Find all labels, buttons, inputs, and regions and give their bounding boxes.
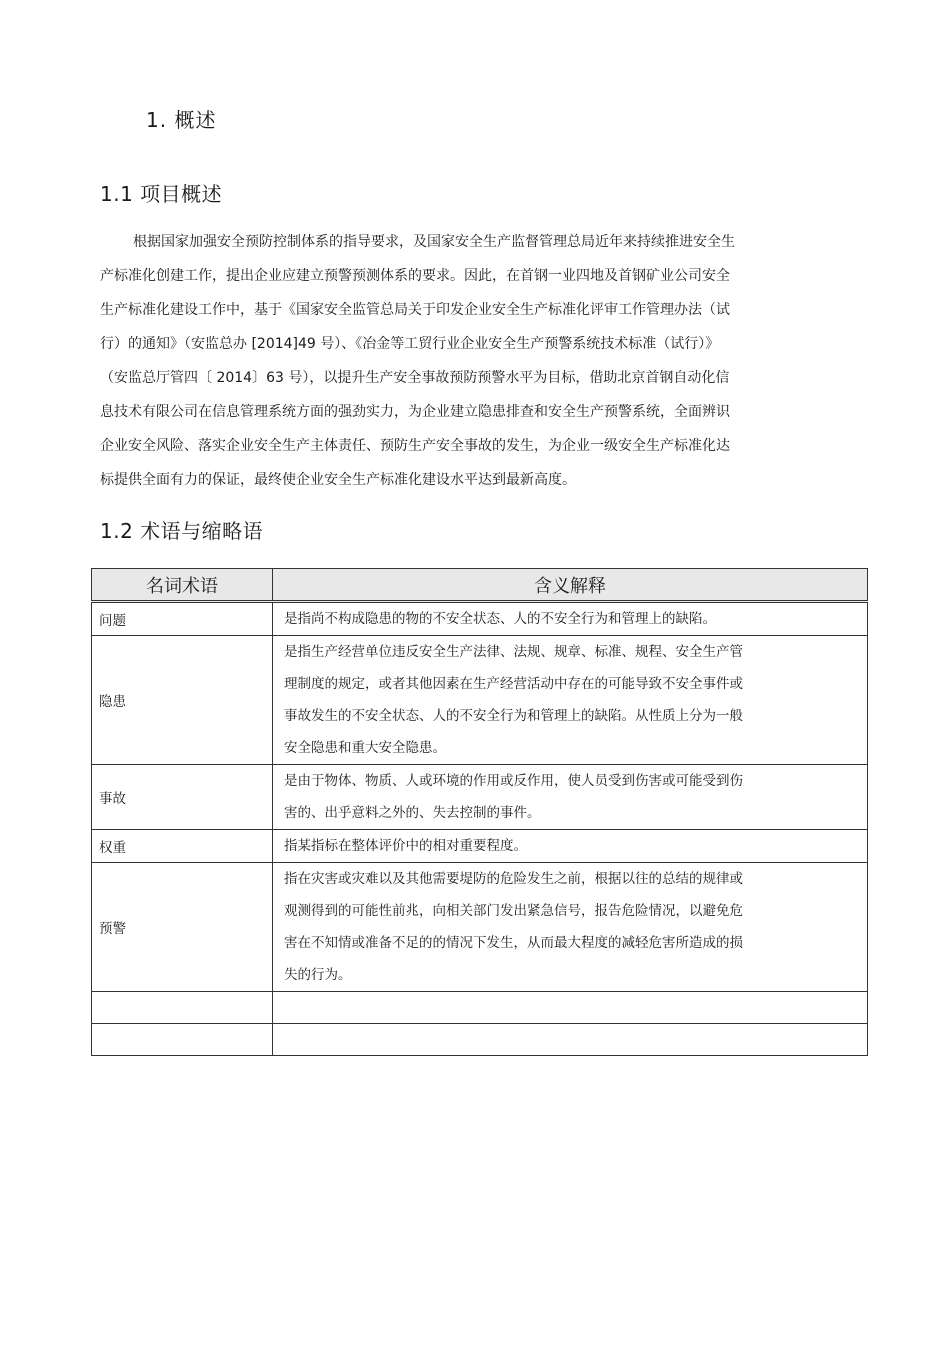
paragraph-line: 生产标准化建设工作中，基于《国家安全监管总局关于印发企业安全生产标准化评审工作管理办法（试 <box>100 302 730 318</box>
section-heading-terms: 1.2 术语与缩略语 <box>100 519 264 543</box>
empty-table-row <box>92 992 868 1024</box>
header-definition: 含义解释 <box>273 569 868 602</box>
definition-cell <box>273 1024 868 1056</box>
definition-line: 事故发生的不安全状态、人的不安全行为和管理上的缺陷。从性质上分为一般 <box>284 708 743 724</box>
definition-cell <box>273 602 868 636</box>
paragraph-line: 息技术有限公司在信息管理系统方面的强劲实力，为企业建立隐患排查和安全生产预警系统，全面辨识 <box>100 404 730 420</box>
definition-line: 安全隐患和重大安全隐患。 <box>284 740 446 756</box>
term-cell: 事故 <box>92 765 273 830</box>
definition-line: 指某指标在整体评价中的相对重要程度。 <box>284 838 527 854</box>
definition-line: 是由于物体、物质、人或环境的作用或反作用，使人员受到伤害或可能受到伤 <box>284 773 743 789</box>
paragraph-line: 企业安全风险、落实企业安全生产主体责任、预防生产安全事故的发生，为企业一级安全生产标准化达 <box>100 438 730 454</box>
definition-cell <box>273 992 868 1024</box>
empty-table-row <box>92 1024 868 1056</box>
definition-line: 是指生产经营单位违反安全生产法律、法规、规章、标准、规程、安全生产管 <box>284 644 743 660</box>
definition-cell <box>273 830 868 863</box>
definition-line: 失的行为。 <box>284 967 352 983</box>
term-cell <box>92 1024 273 1056</box>
term-cell <box>92 992 273 1024</box>
table-header-row <box>92 569 868 602</box>
definition-cell <box>273 765 868 830</box>
section-heading-project-overview: 1.1 项目概述 <box>100 182 223 206</box>
paragraph-line: 根据国家加强安全预防控制体系的指导要求，及国家安全生产监督管理总局近年来持续推进安全生 <box>133 234 735 250</box>
terms-table <box>91 568 868 1056</box>
term-cell: 隐患 <box>92 636 273 765</box>
overview-paragraph <box>100 229 810 501</box>
definition-line: 指在灾害或灾难以及其他需要堤防的危险发生之前，根据以往的总结的规律或 <box>284 871 743 887</box>
paragraph-line: （安监总厅管四〔 2014〕63 号），以提升生产安全事故预防预警水平为目标，借助北京首钢自动化信 <box>100 370 730 386</box>
chapter-heading: 1. 概述 <box>146 108 217 132</box>
definition-line: 观测得到的可能性前兆，向相关部门发出紧急信号，报告危险情况，以避免危 <box>284 903 743 919</box>
paragraph-line: 产标准化创建工作，提出企业应建立预警预测体系的要求。因此，在首钢一业四地及首钢矿业公司安全 <box>100 268 730 284</box>
table-row <box>92 830 868 863</box>
term-cell: 权重 <box>92 830 273 863</box>
table-row <box>92 863 868 992</box>
term-cell: 预警 <box>92 863 273 992</box>
definition-line: 害在不知情或准备不足的的情况下发生，从而最大程度的减轻危害所造成的损 <box>284 935 743 951</box>
definition-cell <box>273 863 868 992</box>
paragraph-line: 行）的通知》（安监总办 [2014]49 号）、《冶金等工贸行业企业安全生产预警系统技术标准（试行）》 <box>100 336 720 352</box>
definition-line: 理制度的规定，或者其他因素在生产经营活动中存在的可能导致不安全事件或 <box>284 676 743 692</box>
definition-line: 是指尚不构成隐患的物的不安全状态、人的不安全行为和管理上的缺陷。 <box>284 611 716 627</box>
table-row <box>92 636 868 765</box>
paragraph-line: 标提供全面有力的保证，最终使企业安全生产标准化建设水平达到最新高度。 <box>100 472 576 488</box>
definition-line: 害的、出乎意料之外的、失去控制的事件。 <box>284 805 541 821</box>
term-cell: 问题 <box>92 602 273 636</box>
table-row <box>92 765 868 830</box>
header-term: 名词术语 <box>92 569 273 602</box>
definition-cell <box>273 636 868 765</box>
table-row <box>92 602 868 636</box>
